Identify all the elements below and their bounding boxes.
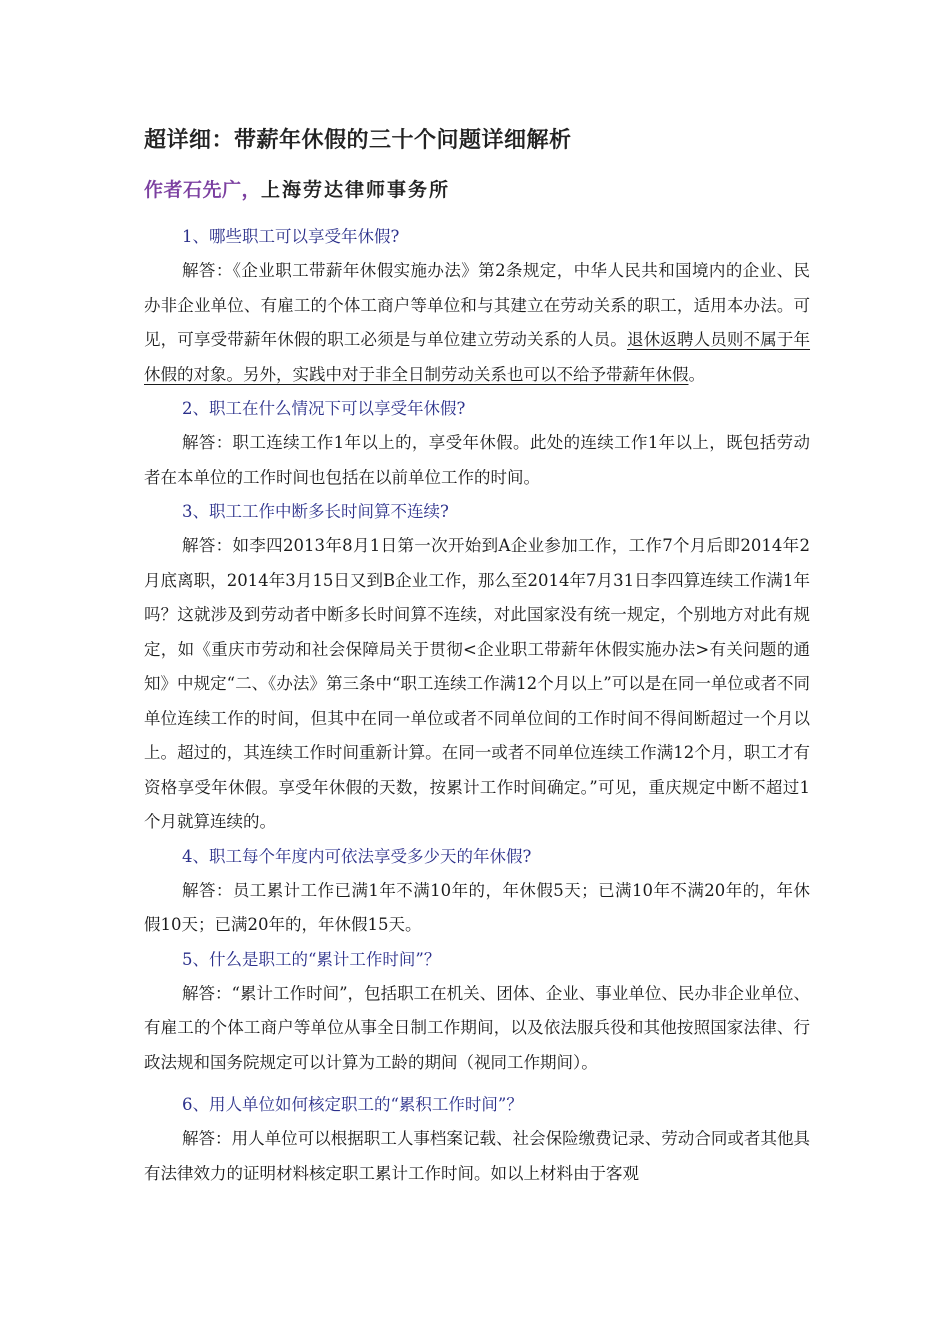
answer-5: 解答：“累计工作时间”，包括职工在机关、团体、企业、事业单位、民办非企业单位、有雇工的个体工商户等单位从事全日制工作期间，以及依法服兵役和其他按照国家法律、行政法规和国务院规定可以计算为工龄的期间（视同工作期间）。 xyxy=(144,983,810,1072)
answer-1 xyxy=(144,254,810,392)
qa-item-1 xyxy=(144,220,810,392)
answer-1-end: 。 xyxy=(688,364,705,384)
answer-1-underlined-text: 退休返聘人员则不属于年休假的对象。另外，实践中对于非全日制劳动关系也可以不给予带薪年休假 xyxy=(144,330,811,384)
qa-item-2 xyxy=(144,392,810,495)
question-5: 5、什么是职工的“累计工作时间”？ xyxy=(182,949,441,969)
answer-4: 解答：员工累计工作已满1年不满10年的，年休假5天；已满10年不满20年的，年休假10天；已满20年的，年休假15天。 xyxy=(144,880,810,934)
answer-6: 解答：用人单位可以根据职工人事档案记载、社会保险缴费记录、劳动合同或者其他具有法律效力的证明材料核定职工累计工作时间。如以上材料由于客观 xyxy=(144,1129,810,1183)
author-name: 作者石先广， xyxy=(144,179,262,201)
answer-2: 解答：职工连续工作1年以上的，享受年休假。此处的连续工作1年以上，既包括劳动者在本单位的工作时间也包括在以前单位工作的时间。 xyxy=(144,433,810,487)
question-3: 3、职工工作中断多长时间算不连续? xyxy=(182,502,449,521)
document-page xyxy=(144,118,810,1191)
qa-item-5 xyxy=(144,943,810,1081)
answer-3: 解答：如李四2013年8月1日第一次开始到A企业参加工作，工作7个月后即2014年2月底离职，2014年3月15日又到B企业工作，那么至2014年7月31日李四算连续工作满1年吗？这就涉及到劳动者中断多长时间算不连续，对此国家没有统一规定，个别地方对此有规定，如《重庆市劳动和社会保障局关于贯彻<企业职工带薪年休假实施办法>有关问题的通知》中规定“二、《办法》第三条中“职工连续工作满12个月以上”可以是在同一单位或者不同单位连续工作的时间，但其中在同一单位或者不同单位间的工作时间不得间断超过一个月以上。超过的，其连续工作时间重新计算。在同一或者不同单位连续工作满12个月，职工才有资格享受年休假。享受年休假的天数，按累计工作时间确定。”可见，重庆规定中断不超过1个月就算连续的。 xyxy=(144,536,810,831)
question-6: 6、用人单位如何核定职工的“累积工作时间”？ xyxy=(182,1095,523,1114)
document-title: 超详细：带薪年休假的三十个问题详细解析 xyxy=(144,127,572,153)
author-organization: 上海劳达律师事务所 xyxy=(261,179,451,201)
qa-item-4 xyxy=(144,840,810,943)
qa-item-3 xyxy=(144,495,810,840)
question-1: 1、哪些职工可以享受年休假? xyxy=(182,227,400,246)
question-4: 4、职工每个年度内可依法享受多少天的年休假? xyxy=(182,846,532,866)
author-line xyxy=(144,170,810,210)
question-2: 2、职工在什么情况下可以享受年休假? xyxy=(182,399,466,418)
answer-1-text: 解答：《企业职工带薪年休假实施办法》第2条规定，中华人民共和国境内的企业、民办非企业单位、有雇工的个体工商户等单位和与其建立在劳动关系的职工，适用本办法。可见，可享受带薪年休假的职工必须是与单位建立劳动关系的人员。 xyxy=(144,261,810,349)
qa-item-6 xyxy=(144,1088,810,1191)
